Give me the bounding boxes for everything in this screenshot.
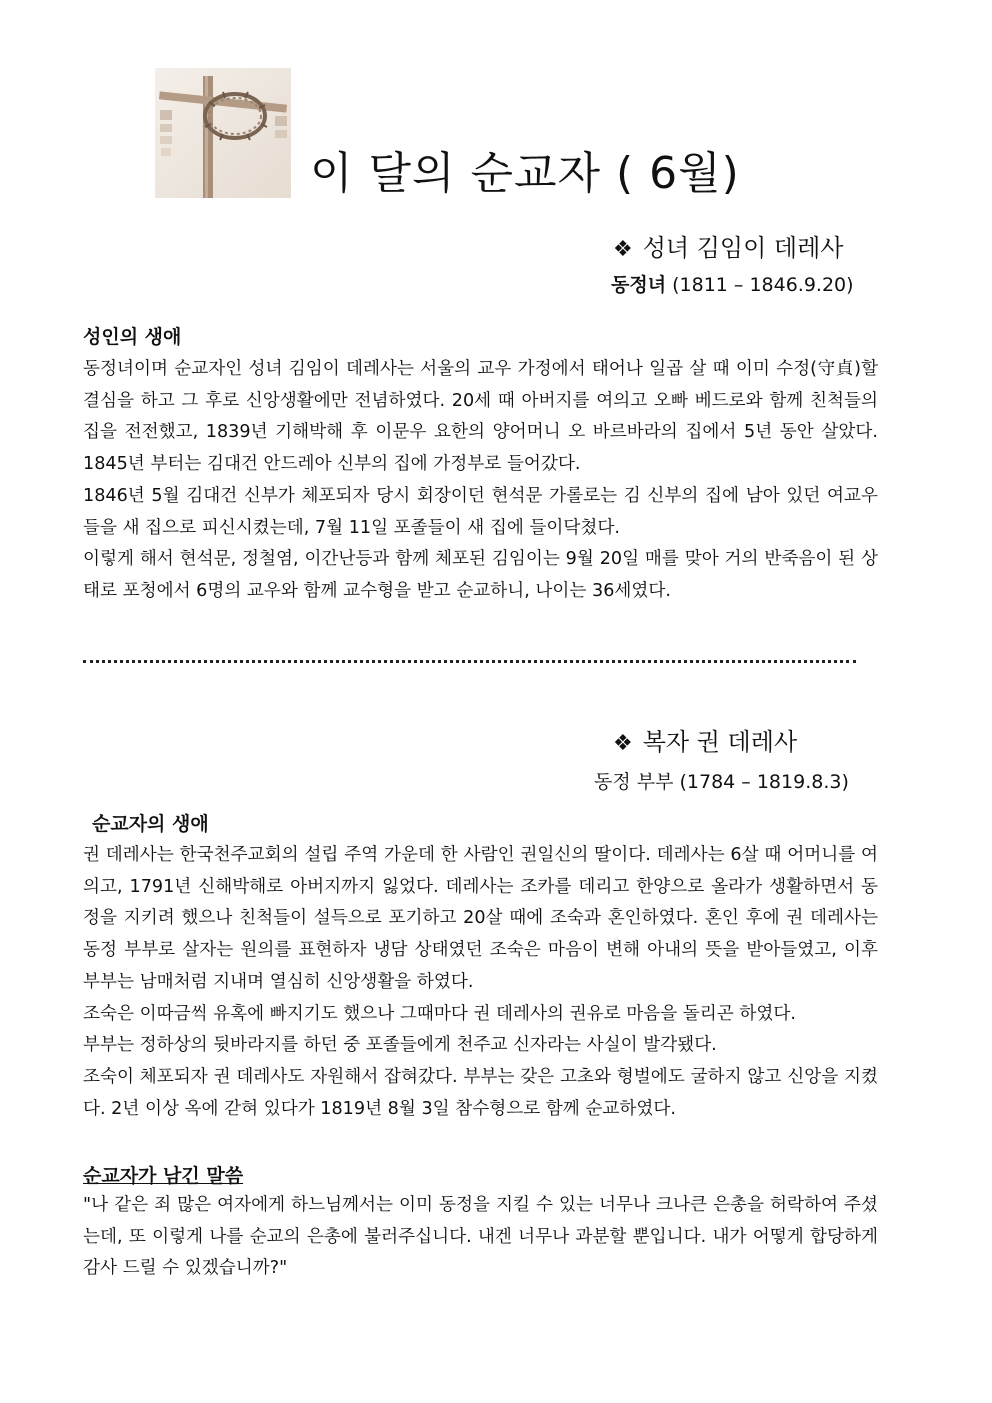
saint2-paragraph: 부부는 정하상의 뒷바라지를 하던 중 포졸들에게 천주교 신자라는 사실이 발각됐다. xyxy=(83,1035,717,1056)
diamond-bullet-icon: ❖ xyxy=(613,237,633,262)
saint1-paragraph: 1846년 5월 김대건 신부가 체포되자 당시 회장이던 현석문 가롤로는 김 신부의 집에 남아 있던 여교우들을 새 집으로 피신시켰는데, 7월 11일 포졸들이 새 집에 들이닥쳤다. xyxy=(83,485,878,538)
diamond-bullet-icon: ❖ xyxy=(613,731,633,756)
saint2-paragraph: 조숙이 체포되자 권 데레사도 자원해서 잡혀갔다. 부부는 갖은 고초와 형벌에도 굴하지 않고 신앙을 지켰다. 2년 이상 옥에 갇혀 있다가 1819년 8월 3일 참수형으로 함께 순교하였다. xyxy=(83,1066,878,1119)
saint1-subtitle-dates: (1811 – 1846.9.20) xyxy=(666,274,854,296)
quote-text: "나 같은 죄 많은 여자에게 하느님께서는 이미 동정을 지킬 수 있는 너무나 크나큰 은총을 허락하여 주셨는데, 또 이렇게 나를 순교의 은총에 불러주십니다. 내겐 너무나 과분할 뿐입니다. 내가 어떻게 합당하게 감사 드릴 수 있겠습니까?" xyxy=(83,1195,878,1279)
saint1-subtitle-bold: 동정녀 xyxy=(611,274,667,296)
saint1-paragraph: 동정녀이며 순교자인 성녀 김임이 데레사는 서울의 교우 가정에서 태어나 일곱 살 때 이미 수정(守貞)할 결심을 하고 그 후로 신앙생활에만 전념하였다. 20세 때 아버지를 여의고 오빠 베드로와 함께 친척들의 집을 전전했고, 1839년 기해박해 후 이문우 요한의 양어머니 오 바르바라의 집에서 5년 동안 살았다. 1845년 부터는 김대건 안드레아 신부의 집에 가정부로 들어갔다. xyxy=(83,359,878,475)
page-title: 이 달의 순교자 ( 6월) xyxy=(310,148,740,199)
saint2-name: 복자 권 데레사 xyxy=(642,728,798,756)
saint2-paragraph: 조숙은 이따금씩 유혹에 빠지기도 했으나 그때마다 권 데레사의 권유로 마음을 돌리곤 하였다. xyxy=(83,1003,796,1024)
saint2-body xyxy=(83,840,878,1125)
saint1-body xyxy=(83,354,878,608)
crucifix-crown-of-thorns-image xyxy=(155,68,291,198)
saint2-name-heading xyxy=(613,722,797,757)
saint1-name-heading xyxy=(613,228,843,263)
quote-heading: 순교자가 남긴 말씀 xyxy=(83,1165,244,1187)
saint1-name: 성녀 김임이 데레사 xyxy=(642,234,844,262)
saint1-subtitle xyxy=(611,270,854,297)
saint1-paragraph: 이렇게 해서 현석문, 정철염, 이간난등과 함께 체포된 김임이는 9월 20일 매를 맞아 거의 반죽음이 된 상태로 포청에서 6명의 교우와 함께 교수형을 받고 순교하니, 나이는 36세였다. xyxy=(83,549,878,601)
dotted-divider xyxy=(83,660,856,663)
quote-body xyxy=(83,1190,878,1285)
saint1-life-heading: 성인의 생애 xyxy=(83,326,182,348)
saint2-life-heading: 순교자의 생애 xyxy=(92,813,209,835)
saint2-paragraph: 권 데레사는 한국천주교회의 설립 주역 가운데 한 사람인 권일신의 딸이다. 데레사는 6살 때 어머니를 여의고, 1791년 신해박해로 아버지까지 잃었다. 데레사는 조카를 데리고 한양으로 올라가 생활하면서 동정을 지키려 했으나 친척들이 설득으로 포기하고 20살 때에 조숙과 혼인하였다. 혼인 후에 권 데레사는 동정 부부로 살자는 원의를 표현하자 냉담 상태였던 조숙은 마음이 변해 아내의 뜻을 받아들였고, 이후 부부는 남매처럼 지내며 열심히 신앙생활을 하였다. xyxy=(83,845,878,992)
saint2-subtitle: 동정 부부 (1784 – 1819.8.3) xyxy=(594,771,849,793)
